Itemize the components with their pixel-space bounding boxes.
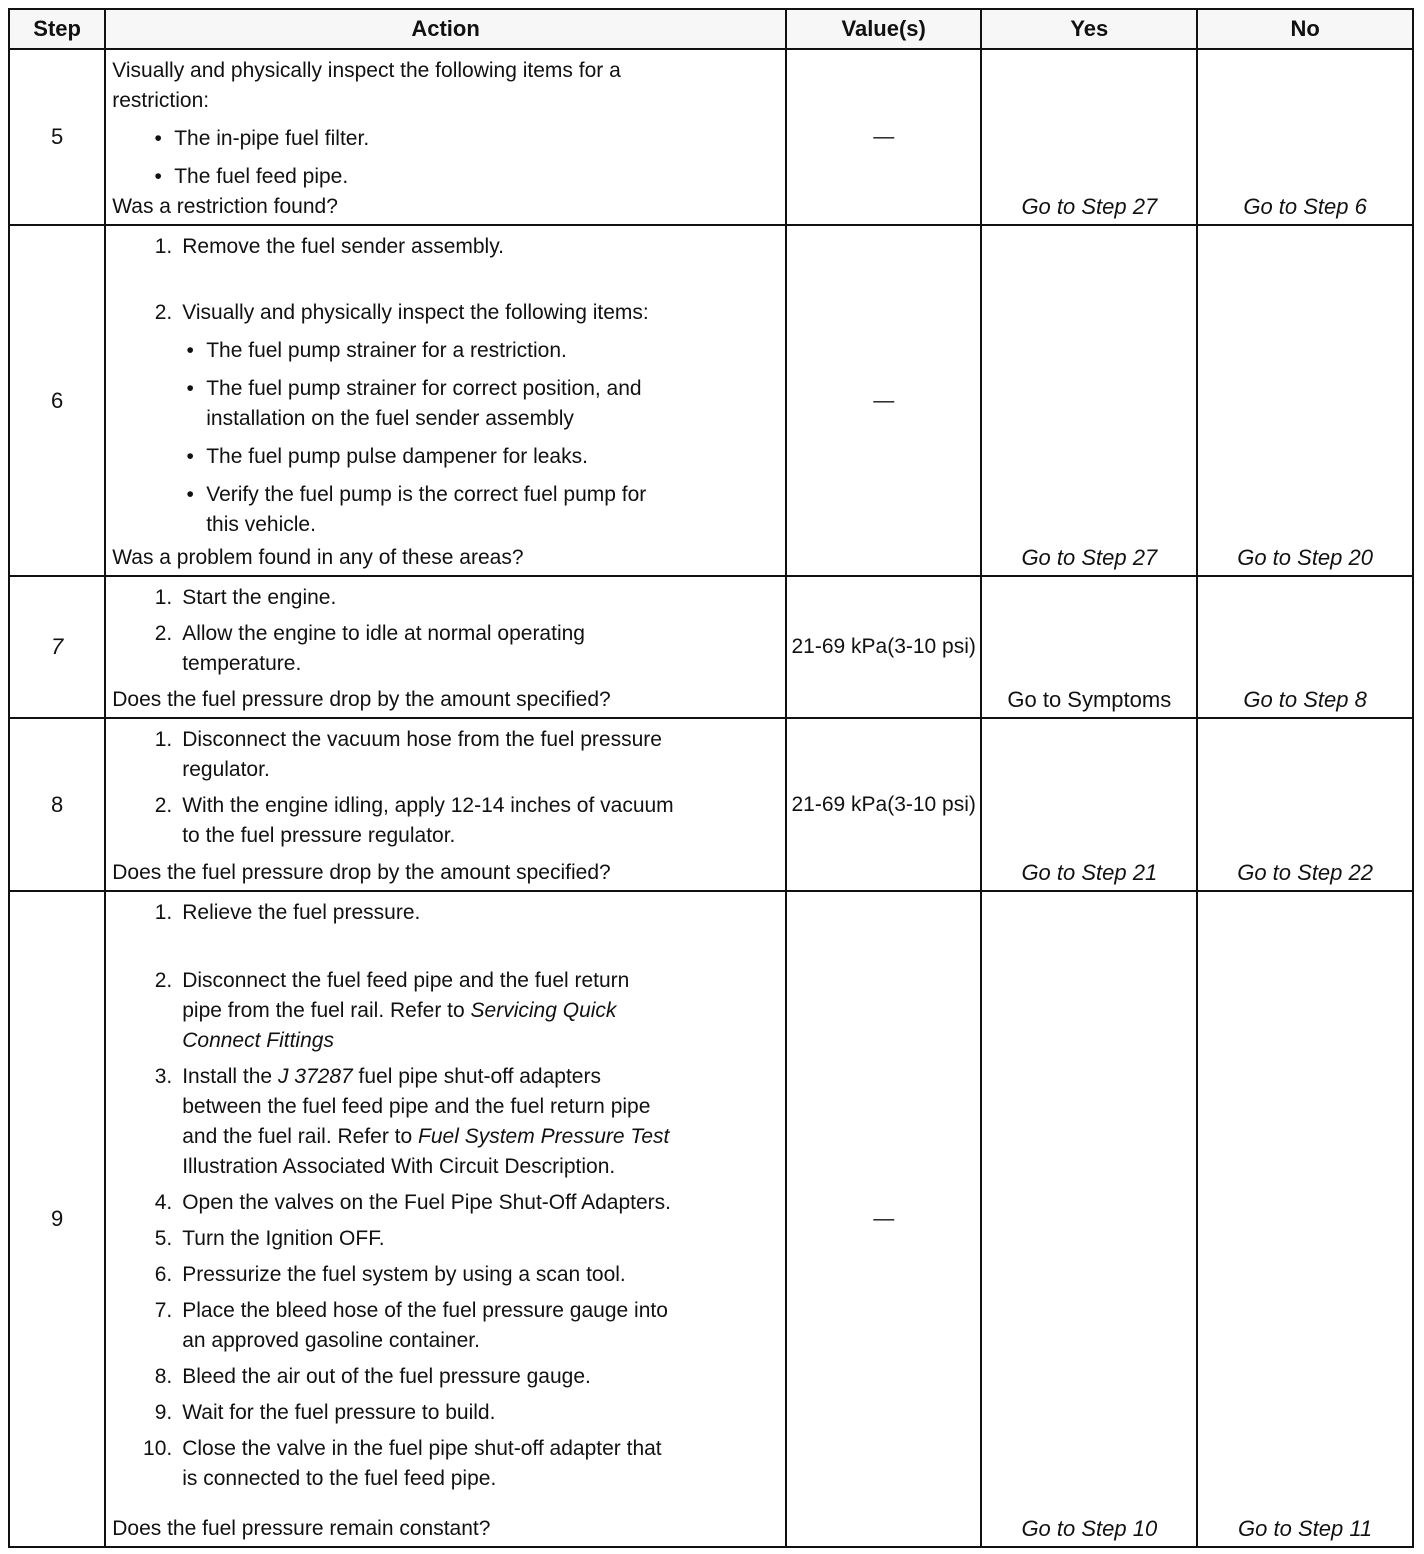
action-cell <box>105 225 786 576</box>
header-action: Action <box>105 9 786 49</box>
bullet-item: • The fuel pump pulse dampener for leaks. <box>186 445 588 468</box>
list-item: 1. Disconnect the vacuum hose from the fuel pressure regulator. <box>154 728 662 781</box>
value-cell: — <box>786 225 982 576</box>
diagnostic-table <box>8 8 1414 1548</box>
list-item: 6. Pressurize the fuel system by using a scan tool. <box>154 1263 626 1286</box>
bullet-item: • The fuel feed pipe. <box>154 165 349 188</box>
table-row <box>9 576 1413 718</box>
header-no: No <box>1197 9 1413 49</box>
question-text: Was a restriction found? <box>112 195 338 218</box>
yes-link[interactable]: Go to Step 21 <box>981 718 1197 891</box>
action-cell <box>105 891 786 1547</box>
table-row <box>9 718 1413 891</box>
action-cell <box>105 718 786 891</box>
question-text: Does the fuel pressure drop by the amount specified? <box>112 861 611 884</box>
bullet-item: • The fuel pump strainer for a restriction. <box>186 339 567 362</box>
yes-link[interactable]: Go to Step 10 <box>981 891 1197 1547</box>
yes-link[interactable]: Go to Symptoms <box>981 576 1197 718</box>
list-item: 7. Place the bleed hose of the fuel pressure gauge into an approved gasoline container. <box>154 1299 668 1352</box>
step-number: 7 <box>9 576 105 718</box>
list-item: 2. Allow the engine to idle at normal operating temperature. <box>154 622 585 675</box>
list-item: 1. Relieve the fuel pressure. <box>154 901 421 924</box>
no-link[interactable]: Go to Step 20 <box>1197 225 1413 576</box>
list-item: 1. Start the engine. <box>154 586 337 609</box>
table-row <box>9 891 1413 1547</box>
value-cell: 21-69 kPa(3-10 psi) <box>786 576 982 718</box>
list-item: 5. Turn the Ignition OFF. <box>154 1227 385 1250</box>
action-text: restriction: <box>112 89 210 112</box>
value-cell: — <box>786 49 982 225</box>
list-item: 8. Bleed the air out of the fuel pressure gauge. <box>154 1365 591 1388</box>
question-text: Does the fuel pressure drop by the amount specified? <box>112 688 611 711</box>
yes-link[interactable]: Go to Step 27 <box>981 49 1197 225</box>
table-row <box>9 225 1413 576</box>
step-number: 8 <box>9 718 105 891</box>
step-number: 5 <box>9 49 105 225</box>
header-values: Value(s) <box>786 9 982 49</box>
question-text: Does the fuel pressure remain constant? <box>112 1517 491 1540</box>
list-item: 9. Wait for the fuel pressure to build. <box>154 1401 496 1424</box>
action-text: Visually and physically inspect the following items for a <box>112 59 621 82</box>
header-yes: Yes <box>981 9 1197 49</box>
value-cell: 21-69 kPa(3-10 psi) <box>786 718 982 891</box>
no-link[interactable]: Go to Step 22 <box>1197 718 1413 891</box>
list-item: 1. Remove the fuel sender assembly. <box>154 235 504 258</box>
action-cell <box>105 49 786 225</box>
step-number: 6 <box>9 225 105 576</box>
bullet-item: • The in-pipe fuel filter. <box>154 127 370 150</box>
no-link[interactable]: Go to Step 11 <box>1197 891 1413 1547</box>
question-text: Was a problem found in any of these areas? <box>112 546 524 569</box>
header-row <box>9 9 1413 49</box>
list-item: 3. Install the J 37287 fuel pipe shut-off adapters between the fuel feed pipe and the fuel return pipe and the fuel rail. Refer to Fuel System Pressure Test Illustration Associated With Circuit Description. <box>154 1065 670 1178</box>
no-link[interactable]: Go to Step 8 <box>1197 576 1413 718</box>
table-row <box>9 49 1413 225</box>
no-link[interactable]: Go to Step 6 <box>1197 49 1413 225</box>
bullet-item: • Verify the fuel pump is the correct fuel pump for this vehicle. <box>186 483 647 536</box>
list-item: 4. Open the valves on the Fuel Pipe Shut-Off Adapters. <box>154 1191 671 1214</box>
action-cell <box>105 576 786 718</box>
list-item: 2. Disconnect the fuel feed pipe and the fuel return pipe from the fuel rail. Refer to Servicing Quick Connect Fittings <box>154 969 630 1052</box>
header-step: Step <box>9 9 105 49</box>
list-item: 10. Close the valve in the fuel pipe shut-off adapter that is connected to the fuel feed pipe. <box>143 1437 662 1490</box>
value-cell: — <box>786 891 982 1547</box>
yes-link[interactable]: Go to Step 27 <box>981 225 1197 576</box>
list-item: 2. Visually and physically inspect the following items: <box>154 301 649 324</box>
list-item: 2. With the engine idling, apply 12-14 inches of vacuum to the fuel pressure regulator. <box>154 794 674 847</box>
bullet-item: • The fuel pump strainer for correct position, and installation on the fuel sender assembly <box>186 377 642 430</box>
step-number: 9 <box>9 891 105 1547</box>
